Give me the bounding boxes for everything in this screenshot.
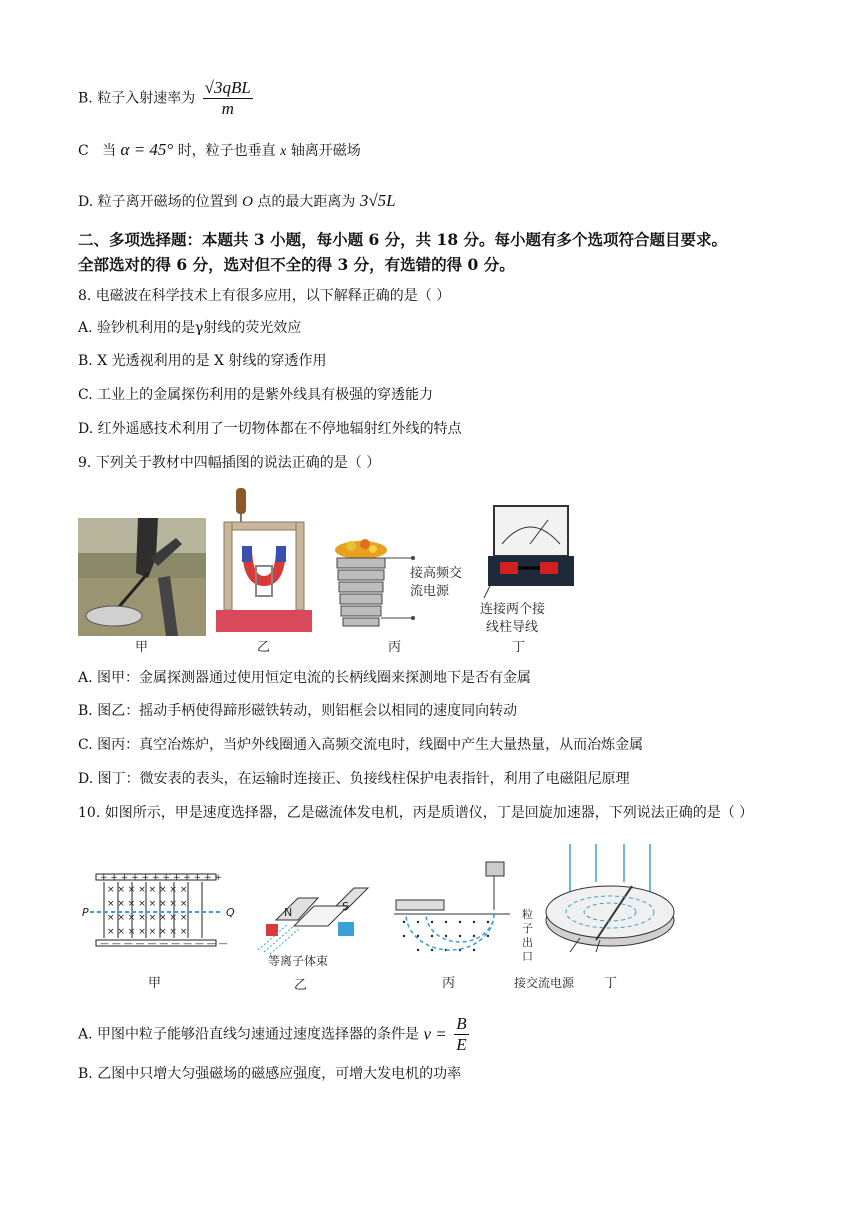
q8-option-a: A. 验钞机利用的是γ射线的荧光效应 bbox=[78, 320, 302, 336]
fraction-denominator: E bbox=[456, 1035, 467, 1054]
option-text: 时，粒子也垂直 bbox=[177, 143, 276, 159]
q10-bing-exit-3: 出 bbox=[522, 936, 533, 949]
q8-option-b: B. X 光透视利用的是 X 射线的穿透作用 bbox=[78, 353, 327, 369]
q9-caption-bing: 丙 bbox=[388, 640, 402, 655]
q10-option-a-fraction bbox=[454, 1014, 468, 1055]
q10-caption-bing: 丙 bbox=[442, 976, 456, 991]
q10-caption-yi: 乙 bbox=[294, 978, 308, 993]
svg-text:× × × × × × × ×: × × × × × × × × bbox=[107, 927, 188, 937]
svg-text:× × × × × × × ×: × × × × × × × × bbox=[107, 899, 188, 909]
q7-option-b bbox=[78, 78, 256, 124]
fraction-denominator: m bbox=[221, 99, 234, 118]
option-label: C bbox=[78, 143, 89, 159]
q9-figure-ding bbox=[480, 500, 580, 600]
q8-option-d: D. 红外遥感技术利用了一切物体都在不停地辐射红外线的特点 bbox=[78, 421, 462, 437]
q10-option-b: B. 乙图中只增大匀强磁场的磁感应强度，可增大发电机的功率 bbox=[78, 1066, 462, 1082]
q7-option-d bbox=[78, 191, 396, 212]
section-heading-line1: 二、多项选择题：本题共 3 小题，每小题 6 分，共 18 分。每小题有多个选项符合题目要求。 bbox=[78, 230, 728, 249]
q9-caption-yi: 乙 bbox=[257, 640, 271, 655]
q10-figure-bing bbox=[390, 860, 522, 960]
math-variable: x bbox=[280, 144, 287, 159]
q10-ding-label: 接交流电源 bbox=[514, 976, 575, 990]
q9-option-d: D. 图丁：微安表的表头，在运输时连接正、负接线柱保护电表指针，利用了电磁阻尼原理 bbox=[78, 771, 630, 787]
svg-text:— — — — — — — — — — —: — — — — — — — — — — — bbox=[100, 939, 228, 949]
svg-text:Q: Q bbox=[226, 906, 235, 919]
q10-bing-exit-1: 粒 bbox=[522, 908, 533, 921]
section-heading-line2: 全部选对的得 6 分，选对但不全的得 3 分，有选错的得 0 分。 bbox=[78, 255, 515, 274]
q10-figure-yi bbox=[258, 880, 378, 960]
svg-text:P: P bbox=[82, 906, 89, 919]
q7-option-c bbox=[78, 140, 361, 162]
q9-caption-jia: 甲 bbox=[135, 640, 149, 655]
q10-figure-jia bbox=[80, 872, 240, 950]
q9-stem: 9. 下列关于教材中四幅插图的说法正确的是（ ） bbox=[78, 455, 381, 471]
option-text: 点的最大距离为 bbox=[257, 194, 356, 210]
option-text: D. 粒子离开磁场的位置到 bbox=[78, 194, 238, 210]
q10-caption-ding: 丁 bbox=[604, 976, 618, 991]
option-text: 当 bbox=[102, 143, 117, 159]
q10-stem: 10. 如图所示，甲是速度选择器，乙是磁流体发电机，丙是质谱仪，丁是回旋加速器，下列说法正确的是（ ） bbox=[78, 805, 754, 821]
q10-bing-exit-2: 子 bbox=[522, 922, 533, 935]
q9-bing-label-1: 接高频交 bbox=[410, 566, 463, 581]
option-text: A. 甲图中粒子能够沿直线匀速通过速度选择器的条件是 bbox=[78, 1026, 420, 1043]
svg-text:× × × × × × × ×: × × × × × × × × bbox=[107, 913, 188, 923]
math-expression: α = 45° bbox=[120, 140, 174, 159]
q9-ding-label-2: 线柱导线 bbox=[486, 620, 539, 635]
option-text: 轴离开磁场 bbox=[290, 143, 361, 159]
q9-option-b: B. 图乙：摇动手柄使得蹄形磁铁转动，则铝框会以相同的速度同向转动 bbox=[78, 703, 518, 719]
q9-option-c: C. 图丙：真空冶炼炉，当炉外线圈通入高频交流电时，线圈中产生大量热量，从而冶炼金属 bbox=[78, 737, 644, 753]
svg-text:+ + + + + + + + + + + +: + + + + + + + + + + + + bbox=[100, 873, 222, 883]
q10-option-a bbox=[78, 1014, 472, 1058]
q10-bing-exit-4: 口 bbox=[522, 950, 533, 963]
q9-figure-yi bbox=[212, 486, 312, 636]
q8-stem: 8. 电磁波在科学技术上有很多应用，以下解释正确的是（ ） bbox=[78, 288, 451, 304]
fraction-numerator: √3qBL bbox=[204, 78, 251, 97]
svg-text:× × × × × × × ×: × × × × × × × × bbox=[107, 885, 188, 895]
q9-figure-jia bbox=[78, 518, 206, 636]
fraction-numerator: B bbox=[456, 1014, 467, 1033]
q9-bing-label-2: 流电源 bbox=[410, 584, 450, 599]
svg-text:S: S bbox=[342, 900, 349, 913]
svg-text:N: N bbox=[284, 906, 293, 919]
q7-option-b-text: B. 粒子入射速率为 bbox=[78, 90, 196, 107]
q9-figure-bing bbox=[325, 538, 415, 630]
q9-caption-ding: 丁 bbox=[512, 640, 526, 655]
q10-yi-label: 等离子体束 bbox=[268, 954, 329, 968]
math-expression: 3√5L bbox=[359, 191, 396, 210]
q9-ding-label-1: 连接两个接 bbox=[480, 602, 546, 617]
q10-caption-jia: 甲 bbox=[148, 976, 162, 991]
q9-option-a: A. 图甲：金属探测器通过使用恒定电流的长柄线圈来探测地下是否有金属 bbox=[78, 670, 532, 686]
math-expression: v = bbox=[423, 1024, 447, 1044]
math-variable: O bbox=[242, 194, 253, 210]
q7-option-b-fraction bbox=[203, 78, 253, 119]
q8-option-c: C. 工业上的金属探伤利用的是紫外线具有极强的穿透能力 bbox=[78, 387, 434, 403]
q10-figure-ding bbox=[540, 842, 680, 954]
